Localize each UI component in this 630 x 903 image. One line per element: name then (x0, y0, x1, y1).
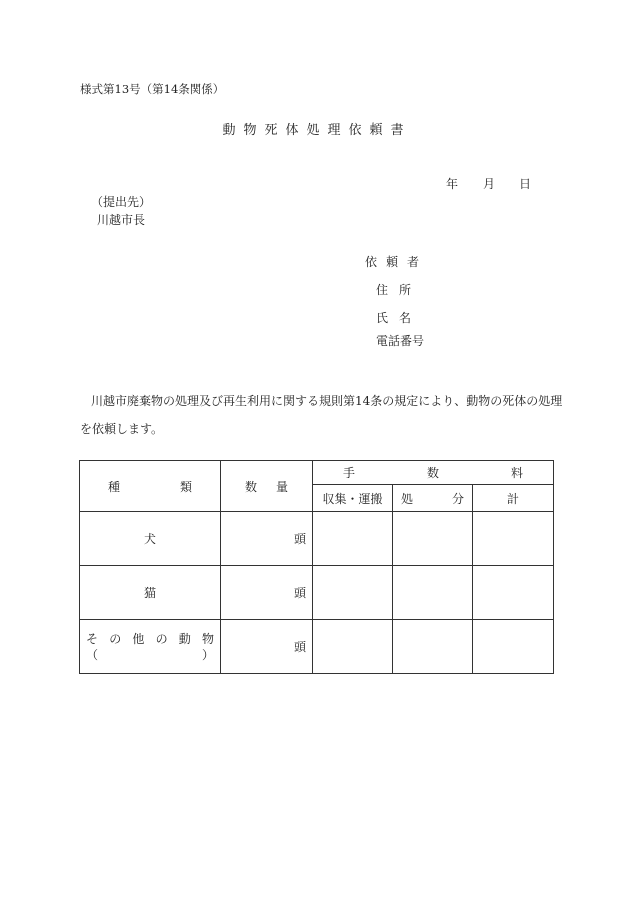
addressee: 川越市長 (97, 213, 146, 227)
close-paren: ） (201, 647, 214, 662)
body-text-line-1: 川越市廃棄物の処理及び再生利用に関する規則第14条の規定により、動物の死体の処理 (91, 394, 563, 408)
other-char: 動 (178, 631, 191, 646)
header-collection: 収集・運搬 (313, 485, 393, 512)
header-fee-char-3: 料 (511, 466, 524, 480)
address-label: 住所 (376, 283, 423, 297)
disposal-fee-cell[interactable] (393, 512, 473, 566)
header-total: 計 (473, 485, 554, 512)
body-text-line-2: を依頼します。 (80, 422, 164, 436)
table-row (80, 512, 554, 566)
collection-fee-cell[interactable] (313, 566, 393, 620)
table-row (80, 566, 554, 620)
header-quantity-char-1: 数 (245, 479, 258, 494)
document-title: 動物死体処理依頼書 (222, 123, 412, 138)
name-label: 氏名 (376, 311, 423, 325)
header-fee (313, 461, 554, 485)
date-year-label: 年 (446, 177, 459, 191)
disposal-fee-cell[interactable] (393, 566, 473, 620)
quantity-unit: 頭 (221, 620, 313, 674)
header-fee-char-1: 手 (343, 466, 356, 480)
header-quantity (221, 461, 313, 512)
other-animal-name-field[interactable] (98, 647, 202, 663)
header-fee-char-2: 数 (427, 466, 440, 480)
fee-table (79, 460, 554, 674)
quantity-unit: 頭 (221, 512, 313, 566)
header-disposal-char-2: 分 (451, 491, 464, 506)
header-type-char-1: 種 (108, 479, 121, 494)
applicant-heading: 依頼者 (365, 255, 429, 269)
open-paren: （ (86, 647, 99, 662)
form-number: 様式第13号（第14条関係） (80, 82, 225, 96)
other-char: 物 (201, 631, 214, 646)
other-char: の (109, 631, 122, 646)
collection-fee-cell[interactable] (313, 512, 393, 566)
row-label-dog: 犬 (80, 512, 221, 566)
table-row (80, 620, 554, 674)
date-month-label: 月 (483, 177, 496, 191)
other-char: そ (86, 631, 99, 646)
disposal-fee-cell[interactable] (393, 620, 473, 674)
collection-fee-cell[interactable] (313, 620, 393, 674)
addressee-label: （提出先） (91, 195, 152, 209)
quantity-unit: 頭 (221, 566, 313, 620)
row-label-cat: 猫 (80, 566, 221, 620)
header-disposal (393, 485, 473, 512)
other-char: の (155, 631, 168, 646)
row-label-other-animals (80, 620, 221, 674)
total-fee-cell[interactable] (473, 566, 554, 620)
other-char: 他 (132, 631, 145, 646)
phone-label: 電話番号 (376, 334, 425, 348)
header-disposal-char-1: 処 (401, 491, 414, 506)
date-day-label: 日 (519, 177, 532, 191)
total-fee-cell[interactable] (473, 512, 554, 566)
header-quantity-char-2: 量 (275, 479, 288, 494)
total-fee-cell[interactable] (473, 620, 554, 674)
header-type (80, 461, 221, 512)
header-type-char-2: 類 (179, 479, 192, 494)
